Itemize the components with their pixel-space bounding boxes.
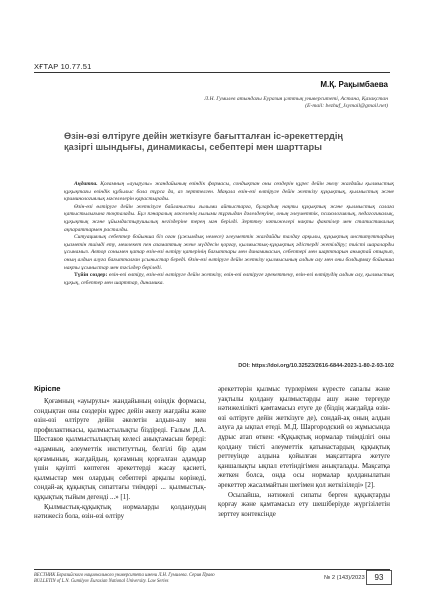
- abstract-paragraph-1: Қоғамның «ауырулы» жандайының өзіндік формасы, сондықтан оны сөздерін құрес дейін әкелу жағдайы қылмыстық құқықтағы өзіндік құбылыс бола тұрса да, аз зерттелген. Мақала өзін-өзі өлтіруге дейін жеткізу құқықтық, қылмыстық және криминологиялық мәселелерін қарастырады.: [64, 181, 394, 203]
- doi-link[interactable]: DOI: https://doi.org/10.32523/2616-6844-2023-1-80-2-93-102: [238, 363, 394, 369]
- intro-paragraph-4: Осылайша, нәтижелі сипаты берген құқықтарды қорғау және қамтамасыз ету шешіберіуде жүргізілетін зерттеу контексінде: [218, 491, 390, 518]
- abstract-paragraph-2: Өзін-өзі өлтіруге дейін жеткізуге байланысты ғылыми айтыстарға, бұлардың нақты құқықтық және қылмыстық салаға қатыстылығына тоқталады. Бұл пәнаралық мәселенің ғылыми тұрғыдан дәлелденуіне, оның әлеуметтік, психологиялық, педагогикалық, құқықтық және ұйымдастырушылық негіздеріне терең мән берілді. Зерттеу нәтижелері нақты фактілер мен статистикалық ақпараттармен расталды.: [64, 203, 394, 233]
- section-heading-introduction: Кіріспе: [34, 384, 61, 393]
- journal-name-en: BULLETIN of L.N. Gumilyov Eurasian National University. Law Series: [34, 579, 169, 585]
- intro-paragraph-1: Қоғамның «ауырулы» жандайының өзіндік формасы, сондықтан оны сөздерін құрес дейін әкелу жағдайы және өзін-өзі өлтіруге дейін әкелетін алдын-алу мен профилактикасы, қылмыстылықты біздіреді. Ғалым Д.А. Шестаков қылмыстылықтың келесі анықтамасын береді: «адамның, әлеуметтік институттың, белгілі бір адам қоғамының, жағдайдың, қоғамның қорғалған адамдар үшін қауіпті көптеген әрекеттерді жасау қасиеті, қылмыстар мен олардың себептері арқылы көрінеді, сондай-ақ құқықтық сипаттағы тиімдері ... қылмыстық-құқықтық тыйым дегенді ...» [1].: [34, 398, 206, 501]
- author-affiliation: [58, 96, 388, 110]
- keywords-list: өзін-өзі өлтіру, өзін-өзі өлтіруге дейін жеткізу, өзін-өзі өлтіруге әрекеттену, өзін-өзі өлтірудің алдын алу, қылмыстық құқық, себептер мен шарттар, динамика.: [64, 272, 394, 286]
- abstract: [64, 181, 394, 287]
- journal-footer: [34, 573, 304, 586]
- classification-code: ХҒТАР 10.77.51: [34, 62, 92, 71]
- footer-divider: [34, 569, 390, 570]
- intro-paragraph-3: әрекеттерін қылмыс түрлерімен күресте сапалы және уақтылы қолдану қылмыстарды ашу және тергеуде нәтижелілікті қамтамасыз етуге де (біздің жағдайда өзін-өзі өлтіруге дейін жеткізуге де), сондай-ақ оның алдын алуға да ықпал етеді. М.Д. Шаргородский өз жұмысында дұрыс атап өткен: «Құқықтық нормалар тиімділігі оны қолдану тиісті әлеуметтік қатынастардың құқықтық реттеуінде алдына қойылған мақсаттарға жетуге қаншалықты ықпал ететіндігімен анықталады. Мақсатқа жеткен болса, онда осы нормалар қолданылатын әрекеттер жасалмайтын шегімен қол жеткізіледі» [2].: [218, 386, 390, 489]
- right-column: [218, 385, 390, 519]
- abstract-label: Аңдатпа.: [74, 181, 98, 187]
- page-number: 93: [366, 570, 392, 585]
- article-title: Өзін-өзі өлтіруге дейін жеткізуге бағытталған іс-әрекеттердің қазіргі шындығы, динамикасы, себептері мен шарттары: [64, 131, 343, 152]
- affiliation-email: (E-mail: bezhuf_Jsymail@gmail.net): [305, 103, 388, 110]
- journal-name-ru: ВЕСТНИК Евразийского национального университета имени Л.Н. Гумилева. Серия Право: [34, 573, 215, 578]
- intro-paragraph-2: Қылмыстық-құқықтық нормаларды қолданудың нәтижесіз бола, өзін-өзі өлтіру: [34, 503, 206, 521]
- header-divider: [34, 72, 390, 73]
- left-column: [34, 397, 206, 522]
- keywords-label: Түйін сөздер:: [74, 272, 108, 279]
- author-name: М.Қ. Рақымбаева: [320, 80, 388, 89]
- abstract-paragraph-3: Ситуациялық себептер бойынша біз оған (ұжымдық немесе) әлеуметтік жағдайды талдау арқылы, құқықтық институттардың қызметін тиімді ету, мемлекет пен азаматтың жеке мүддесін қорғау, қылмыстық-құқықтық әдістерді жетілдіру; тиісті шараларды ұсынамыз. Автор сонымен қатар өзін-өзі өлтіру қатерінің бағыттары мен динамикасын, себептері мен шарттарын анықтай отырып, оның алдын алуға бағытталған ұсыныстар береді. Өзін-өзі өлтіруге дейін жеткізу қылмысының алдын алу мен оны болдырмау бойынша нақты ұсыныстар мен тәсілдер беріледі.: [64, 234, 394, 271]
- affiliation-line-1: Л.Н. Гумилев атындағы Еуразия ұлттық университеті, Астана, Қазақстан: [204, 96, 388, 102]
- issue-number: № 2 (143)/2023: [324, 575, 365, 581]
